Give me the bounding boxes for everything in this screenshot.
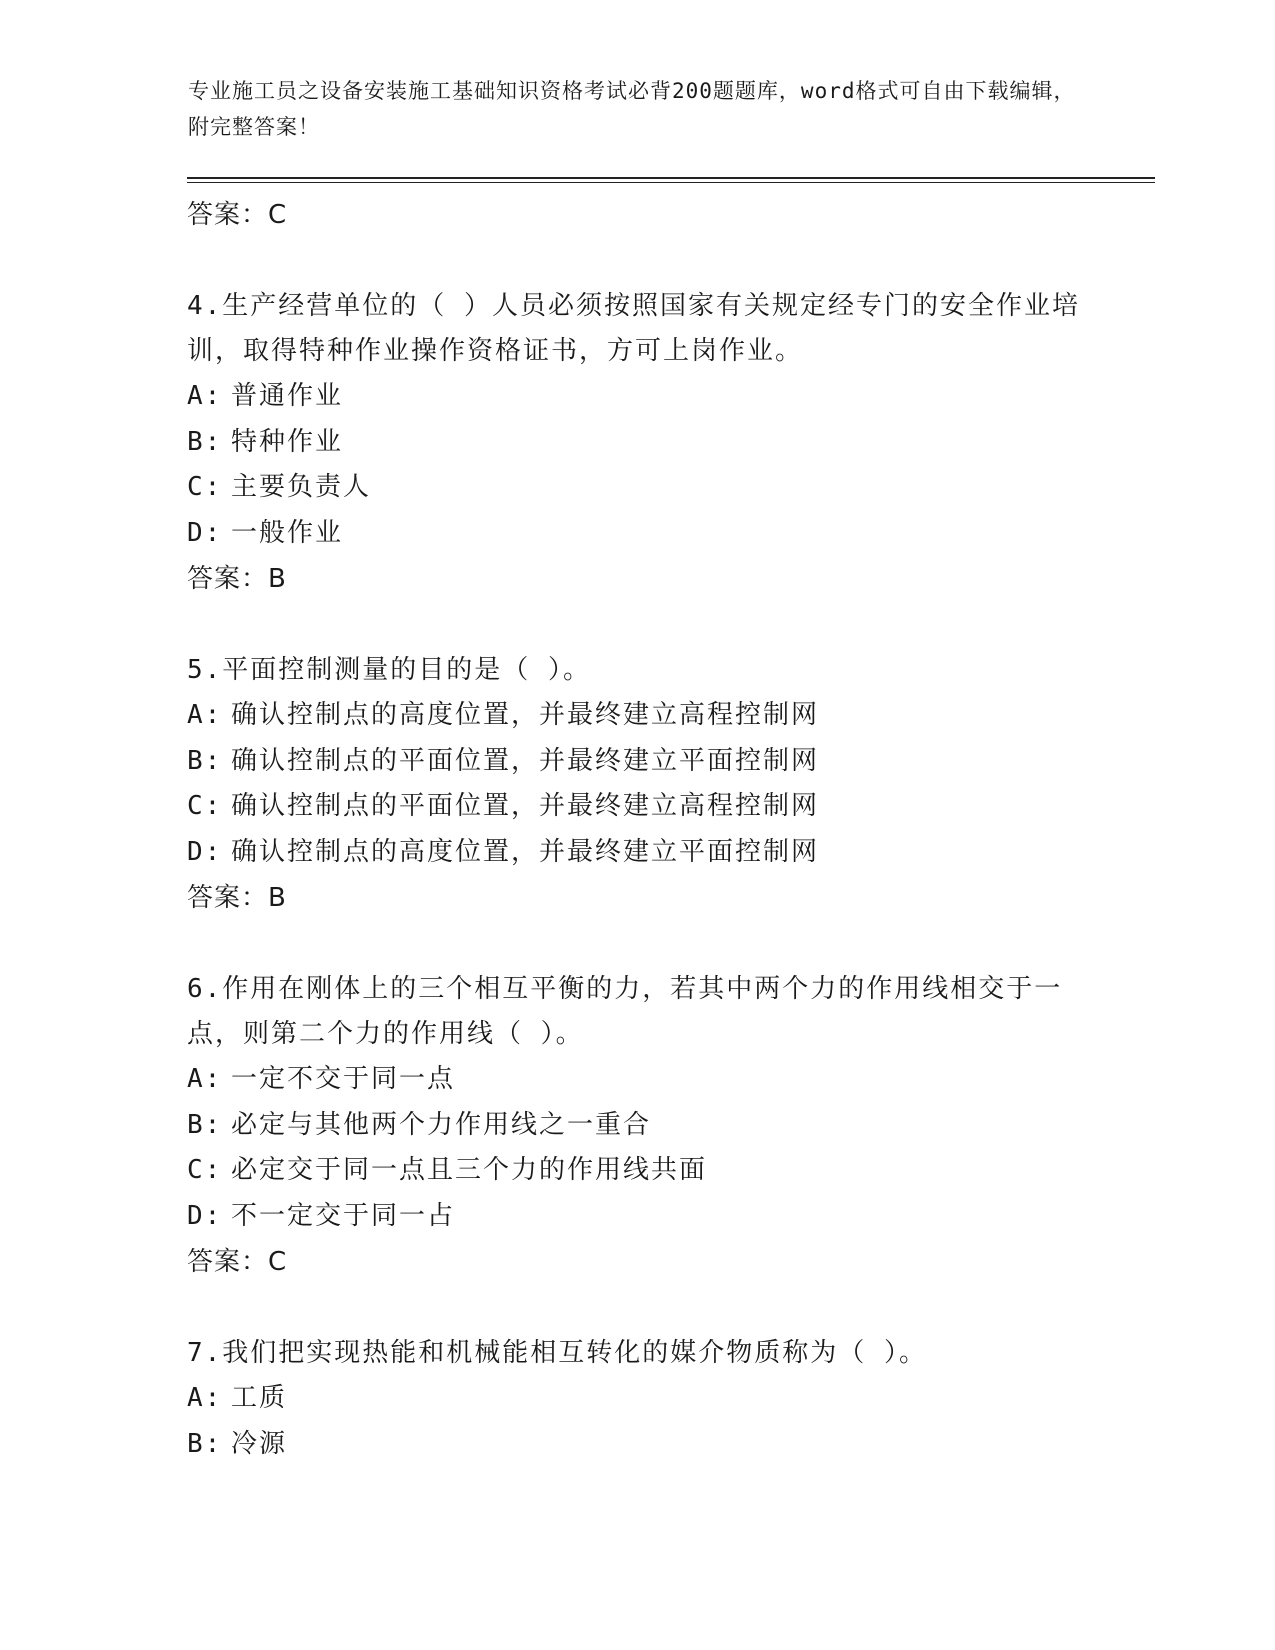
option-a [187, 1057, 1087, 1103]
option-c [187, 784, 1087, 830]
question-item [187, 1331, 1087, 1467]
option-text: 一定不交于同一点 [231, 1064, 456, 1094]
option-key: B: [187, 426, 223, 457]
option-text: 工质 [231, 1383, 288, 1413]
option-c [187, 1148, 1087, 1194]
option-text: 冷源 [231, 1428, 288, 1459]
option-text: 主要负责人 [231, 472, 372, 502]
option-key: A: [187, 1064, 223, 1094]
option-key: A: [187, 700, 223, 730]
option-key: B: [187, 1109, 223, 1140]
option-b [187, 1103, 1087, 1149]
question-stem: 4.生产经营单位的（ ）人员必须按照国家有关规定经专门的安全作业培训，取得特种作业操作资格证书，方可上岗作业。 [187, 291, 1080, 366]
question-item [187, 284, 1087, 602]
option-key: A: [187, 381, 223, 411]
answer-line: 答案：C [187, 200, 288, 230]
option-a [187, 693, 1087, 739]
question-stem: 5.平面控制测量的目的是（ ）。 [187, 655, 591, 685]
answer-line: 答案：C [187, 1247, 288, 1277]
option-key: A: [187, 1383, 223, 1413]
answer-line: 答案：B [187, 564, 287, 594]
option-key: D: [187, 1200, 223, 1231]
header-divider [187, 177, 1155, 179]
question-item [187, 648, 1087, 921]
document-header: 专业施工员之设备安装施工基础知识资格考试必背200题题库，word格式可自由下载编辑，附完整答案！ [188, 79, 1076, 139]
option-text: 不一定交于同一占 [231, 1200, 456, 1231]
option-key: C: [187, 1155, 223, 1185]
question-item [187, 967, 1087, 1285]
option-d [187, 830, 1087, 876]
option-key: D: [187, 836, 223, 867]
option-c [187, 465, 1087, 511]
option-text: 必定交于同一点且三个力的作用线共面 [231, 1155, 708, 1185]
option-d [187, 1194, 1087, 1240]
option-text: 确认控制点的高度位置，并最终建立平面控制网 [231, 836, 820, 867]
option-a [187, 1376, 1087, 1422]
question-stem: 6.作用在刚体上的三个相互平衡的力，若其中两个力的作用线相交于一点，则第二个力的作用线（ ）。 [187, 974, 1063, 1049]
question-stem: 7.我们把实现热能和机械能相互转化的媒介物质称为（ ）。 [187, 1338, 927, 1368]
option-key: C: [187, 791, 223, 821]
option-text: 必定与其他两个力作用线之一重合 [231, 1109, 652, 1140]
option-key: B: [187, 1428, 223, 1459]
option-key: C: [187, 472, 223, 502]
option-text: 普通作业 [231, 381, 344, 411]
answer-line: 答案：B [187, 883, 287, 913]
header-divider-thin [187, 182, 1155, 183]
option-b [187, 739, 1087, 785]
option-a [187, 374, 1087, 420]
option-text: 确认控制点的平面位置，并最终建立高程控制网 [231, 791, 820, 821]
option-text: 特种作业 [231, 426, 344, 457]
option-key: B: [187, 745, 223, 776]
option-key: D: [187, 517, 223, 548]
option-d [187, 511, 1087, 557]
option-text: 确认控制点的平面位置，并最终建立平面控制网 [231, 745, 820, 776]
option-text: 确认控制点的高度位置，并最终建立高程控制网 [231, 700, 820, 730]
option-b [187, 420, 1087, 466]
option-text: 一般作业 [231, 517, 344, 548]
option-b [187, 1422, 1087, 1468]
question-list [187, 192, 1087, 1467]
